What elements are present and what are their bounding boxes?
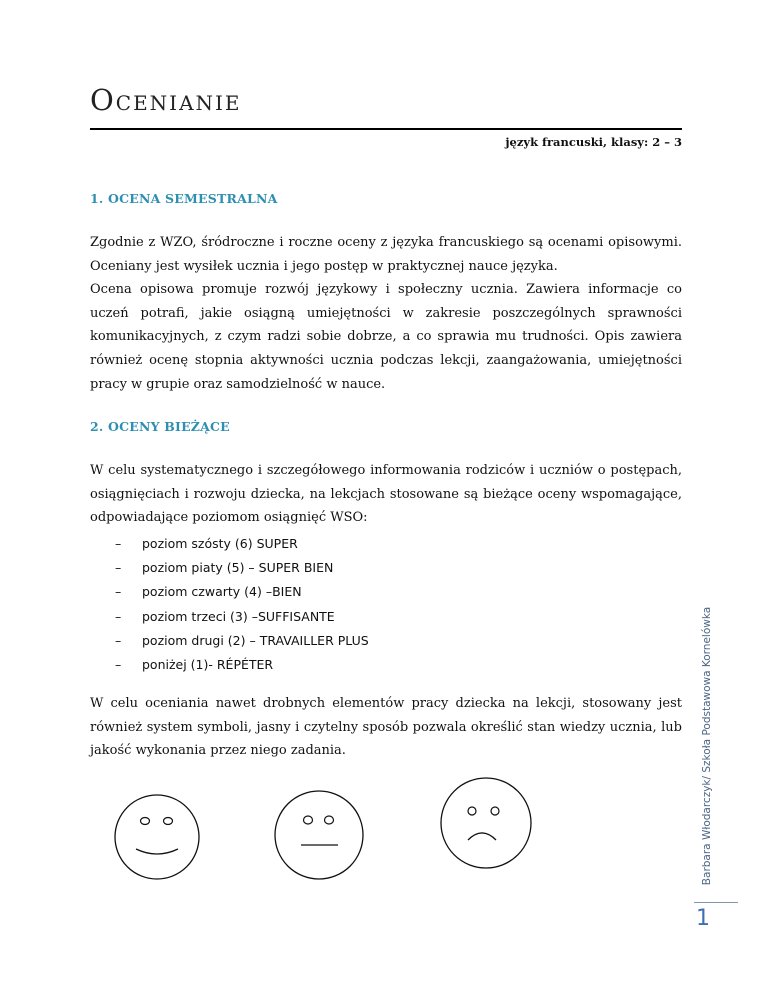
list-item-label: poziom piaty (5) – SUPER BIEN <box>142 559 334 575</box>
list-item-label: poziom trzeci (3) –SUFFISANTE <box>142 608 335 624</box>
section-heading-current: 2. OCENY BIEŻĄCE <box>90 419 230 434</box>
list-dash: – <box>115 559 122 575</box>
grade-levels-list <box>90 531 590 677</box>
list-item <box>90 604 590 628</box>
subtitle: język francuski, klasy: 2 – 3 <box>505 135 682 149</box>
list-item-label: poziom czwarty (4) –BIEN <box>142 584 302 600</box>
page-title: Ocenianie <box>90 83 242 117</box>
sidebar-author <box>700 596 714 896</box>
list-item <box>90 531 590 555</box>
happy-face-icon <box>112 792 202 882</box>
list-dash: – <box>115 535 122 551</box>
paragraph-semester-description: Ocena opisowa promuje rozwój językowy i społeczny ucznia. Zawiera informacje co uczeń potrafi, jakie osiągną umiejętności w zakresie poszczególnych sprawności komunikacyjnych, z czym radzi sobie dobrze, a co sprawia mu trudności. Opis zawiera również ocenę stopnia aktywności ucznia podczas lekcji, zaangażowania, umiejętności pracy w grupie oraz samodzielność w nauce. <box>90 282 682 392</box>
section-heading-semester: 1. OCENA SEMESTRALNA <box>90 191 278 206</box>
page-number-rule <box>694 902 738 903</box>
list-dash: – <box>115 584 122 600</box>
paragraph-symbols: W celu oceniania nawet drobnych elementów pracy dziecka na lekcji, stosowany jest również system symboli, jasny i czytelny sposób pozwala określić stan wiedzy ucznia, lub jakość wykonania przez niego zadania. <box>90 696 682 759</box>
paragraph-semester-intro: Zgodnie z WZO, śródroczne i roczne oceny z języka francuskiego są ocenami opisowymi. Oceniany jest wysiłek ucznia i jego postęp w praktycznej nauce języka. <box>90 235 682 274</box>
list-item-label: poniżej (1)- RÉPÉTER <box>142 657 274 673</box>
list-dash: – <box>115 608 122 624</box>
list-item <box>90 580 590 604</box>
title-underline <box>90 128 682 130</box>
paragraph-current-intro: W celu systematycznego i szczegółowego informowania rodziców i uczniów o postępach, osiągnięciach i rozwoju dziecka, na lekcjach stosowane są bieżące oceny wspomagające, odpowiadające poziomom osiągnięć WSO: <box>90 463 682 526</box>
list-item <box>90 555 590 579</box>
author-credit: Barbara Włodarczyk/ Szkoła Podstawowa Kornelówka <box>701 606 713 886</box>
list-item-label: poziom drugi (2) – TRAVAILLER PLUS <box>142 632 369 648</box>
page-number: 1 <box>696 906 710 931</box>
list-item <box>90 652 590 676</box>
list-dash: – <box>115 632 122 648</box>
list-item <box>90 628 590 652</box>
sad-face-icon <box>438 775 534 871</box>
neutral-face-icon <box>272 788 366 882</box>
list-dash: – <box>115 657 122 673</box>
list-item-label: poziom szósty (6) SUPER <box>142 535 298 551</box>
